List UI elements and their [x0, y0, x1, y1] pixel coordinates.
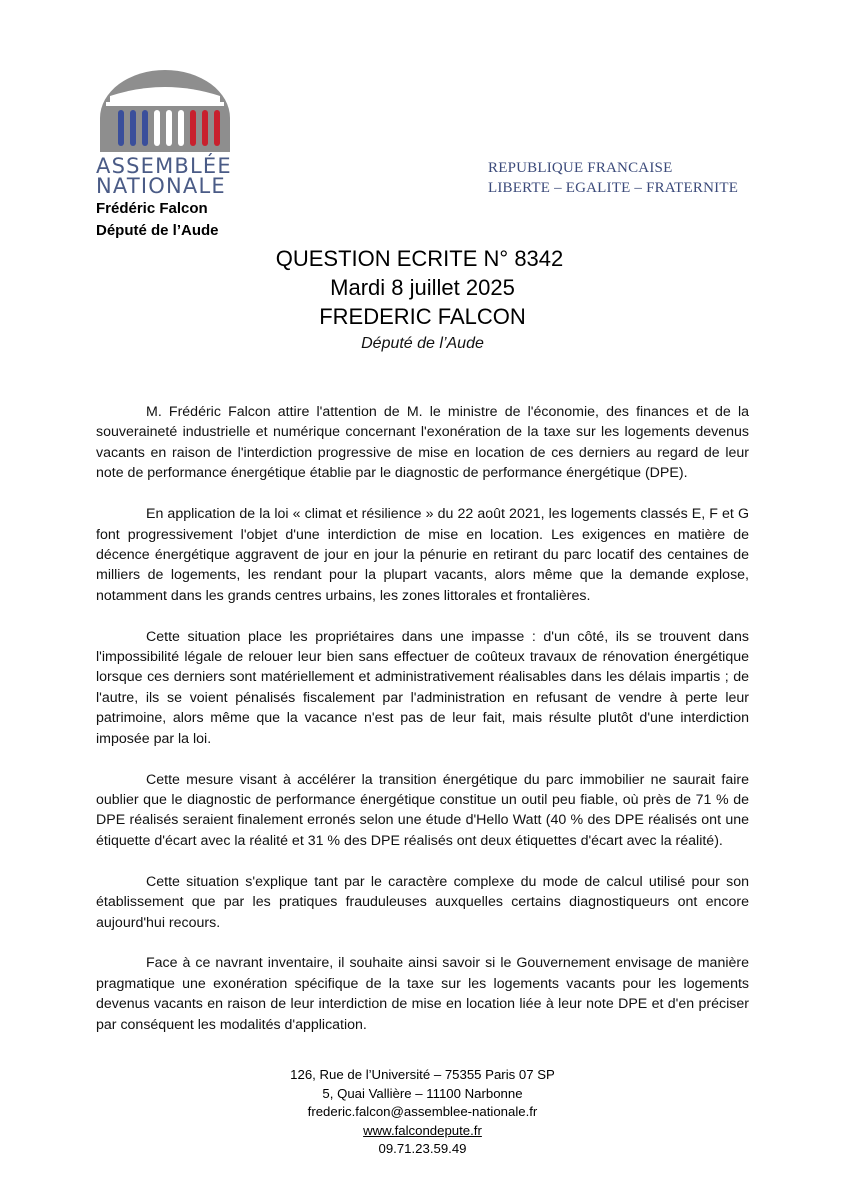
body-paragraph: Face à ce navrant inventaire, il souhaite ainsi savoir si le Gouvernement envisage de manière pragmatique une exonération spécifique de la taxe sur les logements vacants pour les logements devenus vacants en raison de leur interdiction de mise en location liée à leur note DPE et d'en préciser par conséquent les modalités d'application.: [96, 955, 749, 1033]
deputy-name: Frédéric Falcon: [96, 200, 208, 217]
body-paragraph: Cette situation s'explique tant par le caractère complexe du mode de calcul utilisé pour son établissement que par les pratiques frauduleuses auxquelles certains diagnostiqueurs ont encore aujourd'hui recours.: [96, 873, 749, 931]
question-date: Mardi 8 juillet 2025: [330, 275, 515, 300]
email-address[interactable]: frederic.falcon@assemblee-nationale.fr: [307, 1104, 538, 1119]
logo-text-line2: NATIONALE: [96, 174, 226, 198]
deputy-role: Député de l’Aude: [96, 222, 219, 239]
body-paragraph: Cette situation place les propriétaires dans une impasse : d'un côté, ils se trouvent dans l'impossibilité légale de relouer leur bien sans effectuer de coûteux travaux de rénovation énergétique lorsque ces derniers sont matériellement et administrativement réalisables dans les délais impartis ; de l'autre, ils se voient pénalisés fiscalement par l'administration en refusant de vendre à perte leur patrimoine, alors même que la vacance n'est pas de leur fait, mais résulte plutôt d'une interdiction imposée par la loi.: [96, 628, 749, 747]
question-body: [96, 402, 749, 1056]
logo-text-line1: ASSEMBLÉE: [96, 154, 232, 178]
address-narbonne: 5, Quai Vallière – 11100 Narbonne: [322, 1085, 523, 1101]
author-name: FREDERIC FALCON: [319, 304, 526, 329]
contact-footer: [0, 1066, 845, 1159]
phone-number: 09.71.23.59.49: [378, 1141, 467, 1156]
body-paragraph: Cette mesure visant à accélérer la transition énergétique du parc immobilier ne saurait faire oublier que le diagnostic de performance énergétique constitue un outil peu fiable, où près de 71 % de DPE réalisés seraient finalement erronés selon une étude d'Hello Watt (40 % des DPE réalisés ont une étiquette d'écart avec la réalité et 31 % des DPE réalisés ont deux étiquettes d'écart avec la réalité).: [96, 771, 749, 849]
republic-motto: [488, 158, 738, 198]
republic-line1: REPUBLIQUE FRANCAISE: [488, 160, 673, 176]
assemblee-nationale-logo: [96, 68, 236, 196]
document-title: [0, 244, 845, 355]
republic-line2: LIBERTE – EGALITE – FRATERNITE: [488, 180, 739, 196]
question-number: QUESTION ECRITE N° 8342: [275, 246, 564, 271]
body-paragraph: En application de la loi « climat et résilience » du 22 août 2021, les logements classés E, F et G font progressivement l'objet d'une interdiction de mise en location. Les exigences en matière de décence énergétique aggravent de jour en jour la pénurie en retirant du parc locatif des centaines de milliers de logements, les rendant pour la plupart vacants, alors même que la demande explose, notamment dans les grands centres urbains, les zones littorales et frontalières.: [96, 506, 749, 604]
author-subtitle: Député de l’Aude: [361, 335, 484, 352]
website-link[interactable]: www.falcondepute.fr: [363, 1122, 482, 1138]
hemicycle-emblem-icon: [96, 68, 234, 152]
body-paragraph: M. Frédéric Falcon attire l'attention de M. le ministre de l'économie, des finances et de la souveraineté industrielle et numérique concernant l'exonération de la taxe sur les logements devenus vacants en raison de l'interdiction progressive de mise en location de ces derniers au regard de leur note de performance énergétique établie par le diagnostic de performance énergétique (DPE).: [96, 404, 749, 482]
address-paris: 126, Rue de l’Université – 75355 Paris 07 SP: [290, 1067, 555, 1082]
deputy-header: [96, 198, 219, 242]
